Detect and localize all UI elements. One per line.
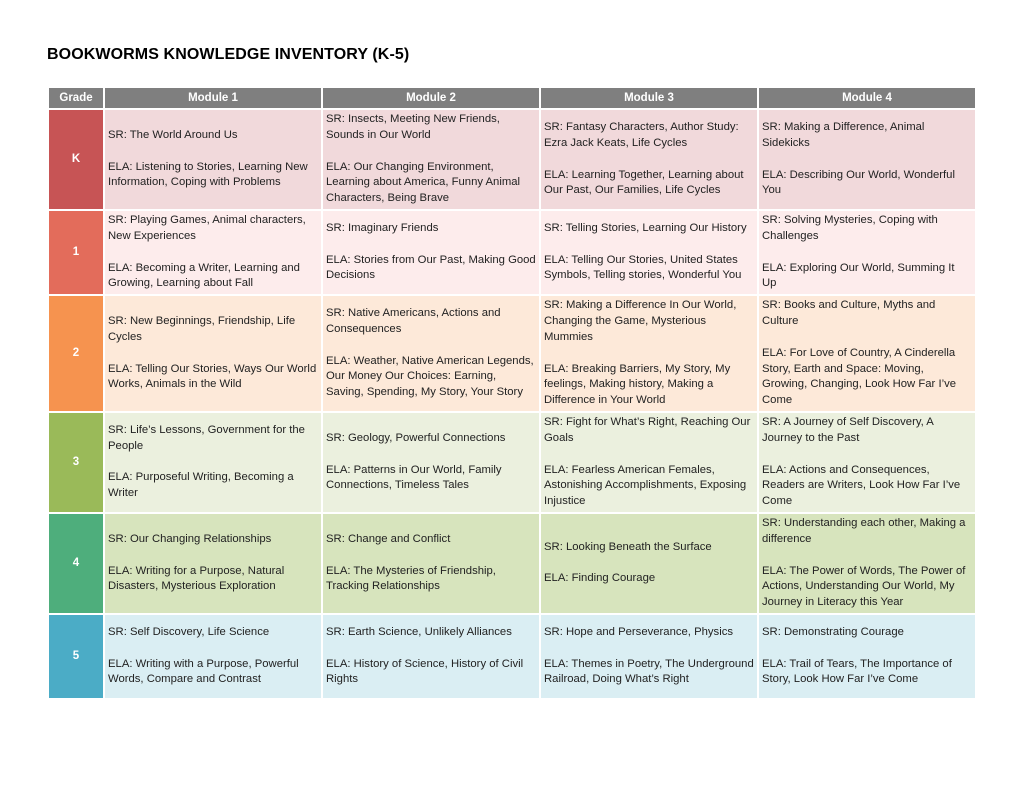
header-module-1: Module 1 (105, 88, 321, 108)
ela-text: ELA: Trail of Tears, The Importance of Story, Look How Far I’ve Come (762, 657, 952, 686)
module-cell (323, 296, 539, 411)
module-cell (759, 211, 975, 294)
ela-text: ELA: Exploring Our World, Summing It Up (762, 261, 955, 290)
grade-row-3 (49, 413, 975, 512)
grade-label: 4 (49, 514, 103, 613)
module-cell (541, 211, 757, 294)
sr-text: SR: Looking Beneath the Surface (544, 540, 712, 553)
module-cell (541, 296, 757, 411)
grade-row-k (49, 110, 975, 209)
header-module-4: Module 4 (759, 88, 975, 108)
ela-text: ELA: Telling Our Stories, United States Symbols, Telling stories, Wonderful You (544, 253, 742, 282)
sr-text: SR: A Journey of Self Discovery, A Journey to the Past (762, 415, 934, 444)
sr-text: SR: Change and Conflict (326, 532, 451, 545)
ela-text: ELA: Fearless American Females, Astonishing Accomplishments, Exposing Injustice (544, 463, 747, 508)
grade-label: 1 (49, 211, 103, 294)
sr-text: SR: Demonstrating Courage (762, 625, 904, 638)
header-grade: Grade (49, 88, 103, 108)
sr-text: SR: Earth Science, Unlikely Alliances (326, 625, 512, 638)
sr-text: SR: Imaginary Friends (326, 221, 439, 234)
grade-label: 5 (49, 615, 103, 698)
module-cell (759, 514, 975, 613)
ela-text: ELA: Weather, Native American Legends, Our Money Our Choices: Earning, Saving, Spending, My Story, Your Story (326, 354, 534, 399)
module-cell (323, 514, 539, 613)
ela-text: ELA: Listening to Stories, Learning New Information, Coping with Problems (108, 160, 308, 189)
module-cell (323, 110, 539, 209)
sr-text: SR: Playing Games, Animal characters, New Experiences (108, 214, 306, 242)
module-cell (323, 211, 539, 294)
ela-text: ELA: Themes in Poetry, The Underground Railroad, Doing What’s Right (544, 657, 754, 686)
module-cell (541, 413, 757, 512)
module-cell (323, 413, 539, 512)
module-cell (105, 211, 321, 294)
ela-text: ELA: For Love of Country, A Cinderella Story, Earth and Space: Moving, Growing, Changing, Look How Far I’ve Come (762, 346, 957, 407)
module-cell (323, 615, 539, 698)
sr-text: SR: Geology, Powerful Connections (326, 431, 506, 444)
module-cell (105, 615, 321, 698)
sr-text: SR: Hope and Perseverance, Physics (544, 625, 734, 638)
grade-row-1 (49, 211, 975, 294)
sr-text: SR: The World Around Us (108, 128, 238, 141)
ela-text: ELA: The Mysteries of Friendship, Tracking Relationships (326, 564, 496, 593)
ela-text: ELA: Our Changing Environment, Learning about America, Funny Animal Characters, Being Brave (326, 160, 521, 205)
sr-text: SR: Telling Stories, Learning Our History (544, 221, 747, 234)
ela-text: ELA: Actions and Consequences, Readers are Writers, Look How Far I’ve Come (762, 463, 961, 508)
sr-text: SR: New Beginnings, Friendship, Life Cycles (108, 314, 296, 343)
module-cell (105, 413, 321, 512)
module-cell (541, 514, 757, 613)
page-title: BOOKWORMS KNOWLEDGE INVENTORY (K-5) (47, 46, 410, 63)
module-cell (541, 110, 757, 209)
ela-text: ELA: Breaking Barriers, My Story, My feelings, Making history, Making a Difference in Your World (544, 362, 731, 407)
grade-label: K (49, 110, 103, 209)
knowledge-inventory-table (47, 86, 977, 700)
ela-text: ELA: Writing for a Purpose, Natural Disasters, Mysterious Exploration (108, 564, 285, 593)
ela-text: ELA: Purposeful Writing, Becoming a Writer (108, 471, 294, 500)
module-cell (105, 514, 321, 613)
sr-text: SR: Solving Mysteries, Coping with Challenges (762, 214, 938, 242)
ela-text: ELA: Telling Our Stories, Ways Our World Works, Animals in the Wild (108, 362, 317, 391)
grade-label: 2 (49, 296, 103, 411)
sr-text: SR: Understanding each other, Making a difference (762, 516, 966, 545)
header-module-2: Module 2 (323, 88, 539, 108)
ela-text: ELA: History of Science, History of Civil Rights (326, 657, 524, 686)
ela-text: ELA: Becoming a Writer, Learning and Growing, Learning about Fall (108, 261, 300, 290)
ela-text: ELA: Describing Our World, Wonderful You (762, 168, 955, 197)
sr-text: SR: Making a Difference In Our World, Changing the Game, Mysterious Mummies (544, 299, 737, 343)
module-cell (759, 110, 975, 209)
sr-text: SR: Native Americans, Actions and Consequences (326, 307, 501, 335)
sr-text: SR: Fight for What’s Right, Reaching Our Goals (544, 415, 751, 444)
ela-text: ELA: Finding Courage (544, 572, 656, 585)
grade-row-5 (49, 615, 975, 698)
header-module-3: Module 3 (541, 88, 757, 108)
header-row (49, 88, 975, 108)
grade-label: 3 (49, 413, 103, 512)
grade-row-4 (49, 514, 975, 613)
ela-text: ELA: The Power of Words, The Power of Actions, Understanding Our World, My Journey in Literacy this Year (762, 564, 966, 609)
sr-text: SR: Fantasy Characters, Author Study: Ezra Jack Keats, Life Cycles (544, 120, 739, 149)
grade-row-2 (49, 296, 975, 411)
module-cell (105, 296, 321, 411)
module-cell (759, 413, 975, 512)
sr-text: SR: Self Discovery, Life Science (108, 625, 270, 638)
sr-text: SR: Our Changing Relationships (108, 532, 272, 545)
ela-text: ELA: Learning Together, Learning about Our Past, Our Families, Life Cycles (544, 168, 744, 197)
ela-text: ELA: Stories from Our Past, Making Good Decisions (326, 253, 536, 282)
module-cell (759, 615, 975, 698)
ela-text: ELA: Writing with a Purpose, Powerful Words, Compare and Contrast (108, 657, 299, 686)
sr-text: SR: Insects, Meeting New Friends, Sounds in Our World (326, 113, 500, 141)
sr-text: SR: Life’s Lessons, Government for the People (108, 423, 305, 452)
sr-text: SR: Books and Culture, Myths and Culture (762, 299, 936, 327)
ela-text: ELA: Patterns in Our World, Family Connections, Timeless Tales (326, 463, 502, 492)
module-cell (105, 110, 321, 209)
module-cell (541, 615, 757, 698)
sr-text: SR: Making a Difference, Animal Sidekicks (762, 120, 925, 149)
module-cell (759, 296, 975, 411)
